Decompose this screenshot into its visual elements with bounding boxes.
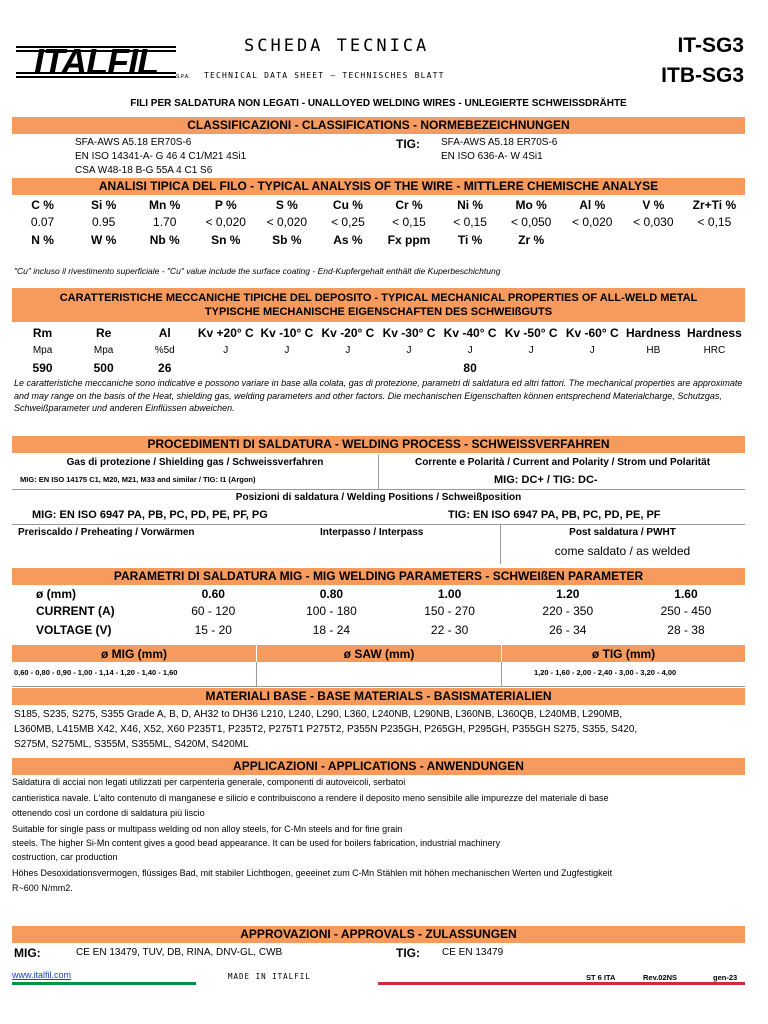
analysis-header: S % (275, 198, 298, 212)
saw-diam-band (257, 645, 501, 662)
mech-value (256, 361, 317, 375)
mech-value: 500 (93, 361, 114, 375)
tig-label: TIG: (396, 137, 420, 151)
interpass-label: Interpasso / Interpass (320, 527, 424, 538)
mech-header: Hardness (687, 326, 742, 340)
params-value: 100 - 180 (306, 604, 357, 618)
analysis-header: As % (333, 233, 363, 247)
mech-header: Al (158, 326, 171, 340)
analysis-value: < 0,020 (266, 215, 308, 229)
params-value: 0.60 (201, 587, 225, 601)
mech-unit: Mpa (93, 345, 114, 356)
params-row-current (12, 604, 745, 618)
website-link[interactable]: www.italfil.com (12, 970, 72, 980)
flag-stripe-green (12, 982, 196, 985)
mech-unit: J (528, 345, 534, 356)
page-title: SCHEDA TECNICA (244, 36, 430, 56)
base-line-1: S185, S235, S275, S355 Grade A, B, D, AH32 to DH36 L210, L240, L290, L360, L240NB, L290NB, L360NB, L360QB, L240MB, L290MB, (14, 709, 623, 720)
analysis-value: < 0,030 (633, 215, 674, 229)
apps-line-8: R~600 N/mm2. (12, 883, 73, 893)
classif-line-2: EN ISO 14341-A- G 46 4 C1/M21 4Si1 (75, 151, 247, 162)
params-label: VOLTAGE (V) (36, 623, 112, 637)
mech-value (195, 361, 256, 375)
analysis-header: V % (642, 198, 665, 212)
process-band: PROCEDIMENTI DI SALDATURA - WELDING PROCESS - SCHWEISSVERFAHREN (12, 436, 745, 453)
apps-line-7: Höhes Desoxidationsvermogen, flüssiges Bad, mit stabiler Lichtbogen, geeeinet zum C-Mn Stählen mit höhen mechanischen Werten und Zugfestigkeit (12, 868, 613, 878)
gas-label: Gas di protezione / Shielding gas / Schweissverfahren (66, 457, 324, 468)
analysis-header: C % (31, 198, 54, 212)
issue-date: gen-23 (713, 973, 738, 982)
approvals-mig-value: CE EN 13479, TUV, DB, RINA, DNV-GL, CWB (76, 947, 283, 958)
mechanical-title-1: CARATTERISTICHE MECCANICHE TIPICHE DEL DEPOSITO - TYPICAL MECHANICAL PROPERTIES OF ALL-WELD METAL (59, 292, 698, 304)
analysis-value: < 0,020 (205, 215, 246, 229)
mech-value (317, 361, 378, 375)
analysis-value: < 0,25 (331, 215, 365, 229)
logo-text: ITALFIL (33, 41, 159, 82)
mech-unit: %5d (154, 345, 175, 356)
mech-value (623, 361, 684, 375)
mech-header: Re (95, 326, 112, 340)
analysis-header (684, 233, 745, 247)
mech-unit: J (589, 345, 595, 356)
mig-diam-values: 0,60 - 0,80 - 0,90 - 1,00 - 1,14 - 1,20 - 1,40 - 1,60 (14, 668, 178, 677)
params-value: 150 - 270 (424, 604, 475, 618)
mig-positions: MIG: EN ISO 6947 PA, PB, PC, PD, PE, PF, PG (32, 509, 268, 521)
tig-positions: TIG: EN ISO 6947 PA, PB, PC, PD, PE, PF (448, 509, 661, 521)
approvals-tig-value: CE EN 13479 (442, 947, 504, 958)
apps-line-2: cantieristica navale. L'alto contenuto di manganese e silicio e contribuiscono a rendere il deposito meno sensibile alle impurezze del materiale di base (12, 793, 609, 803)
analysis-value: 0.07 (30, 215, 55, 229)
mech-header: Hardness (625, 326, 681, 340)
pwht-value: come saldato / as welded (554, 544, 691, 558)
analysis-header: Cr % (395, 198, 423, 212)
apps-line-6: costruction, car production (12, 852, 118, 862)
made-in: MADE IN ITALFIL (228, 972, 311, 981)
params-band: PARAMETRI DI SALDATURA MIG - MIG WELDING PARAMETERS - SCHWEIßEN PARAMETER (12, 568, 745, 585)
params-value: 1.20 (556, 587, 580, 601)
classif-line-1: SFA-AWS A5.18 ER70S-6 (75, 137, 192, 148)
mech-header: Kv +20° C (197, 326, 254, 340)
product-code-1: IT-SG3 (677, 34, 744, 57)
params-value: 1.00 (437, 587, 462, 601)
mech-unit: J (223, 345, 229, 356)
mech-unit: J (345, 345, 351, 356)
params-value: 220 - 350 (542, 604, 594, 618)
product-code-2: ITB-SG3 (661, 64, 744, 87)
mech-unit: J (284, 345, 290, 356)
mech-value (684, 361, 745, 375)
mech-unit: Mpa (32, 345, 53, 356)
mech-unit: J (406, 345, 412, 356)
analysis-header: Mo % (515, 198, 547, 212)
italfil-logo (16, 40, 190, 84)
classifications-band: CLASSIFICAZIONI - CLASSIFICATIONS - NORMEBEZEICHNUNGEN (12, 117, 745, 134)
analysis-header: Al % (579, 198, 606, 212)
mech-header: Kv -30° C (382, 326, 436, 340)
mech-value-row (12, 361, 745, 375)
params-label: CURRENT (A) (36, 604, 115, 618)
classif-tig-2: EN ISO 636-A- W 4Si1 (441, 151, 543, 162)
logo-suffix: S.P.A. (176, 74, 190, 80)
flag-stripe-red (378, 982, 745, 985)
mig-diam-title: ø MIG (mm) (101, 647, 167, 661)
mech-unit: HRC (703, 345, 726, 356)
mech-header: Kv -60° C (565, 326, 619, 340)
mechanical-band (12, 288, 745, 322)
gas-value: MIG: EN ISO 14175 C1, M20, M21, M33 and similar / TIG: I1 (Argon) (20, 475, 256, 484)
params-value: 15 - 20 (194, 623, 232, 637)
params-value: 250 - 450 (660, 604, 712, 618)
mech-header: Kv -50° C (504, 326, 558, 340)
apps-line-4: Suitable for single pass or multipass welding od non alloy steels, for C-Mn steels and for fine grain (12, 824, 403, 834)
current-label: Corrente e Polarità / Current and Polarity / Strom und Polarität (414, 457, 711, 468)
mech-unit: HB (646, 345, 661, 356)
mech-header: Kv -10° C (260, 326, 314, 340)
approvals-tig-label: TIG: (396, 946, 420, 960)
classif-tig-1: SFA-AWS A5.18 ER70S-6 (441, 137, 558, 148)
analysis-header: P % (214, 198, 237, 212)
analysis-header: Ti % (457, 233, 483, 247)
approvals-band: APPROVAZIONI - APPROVALS - ZULASSUNGEN (12, 926, 745, 943)
analysis-header: Fx ppm (387, 233, 431, 247)
params-row-diameter (12, 587, 745, 601)
tig-diam-values: 1,20 - 1,60 - 2,00 - 2,40 - 3,00 - 3,20 - 4,00 (534, 668, 677, 677)
analysis-value: 1.70 (153, 215, 177, 229)
apps-line-3: ottenendo così un cordone di saldatura più liscio (12, 808, 205, 818)
classif-line-3: CSA W48-18 B-G 55A 4 C1 S6 (75, 165, 213, 176)
mech-value: 80 (463, 361, 477, 375)
analysis-header: N % (31, 233, 54, 247)
mechanical-title-2: TYPISCHE MECHANISCHE EIGENSCHAFTEN DES SCHWEIßGUTS (204, 306, 553, 318)
params-value: 28 - 38 (667, 623, 705, 637)
analysis-header (623, 233, 684, 247)
params-value: 1.60 (674, 587, 698, 601)
approvals-mig-label: MIG: (14, 946, 41, 960)
params-value: 60 - 120 (191, 604, 236, 618)
analysis-value: < 0,15 (697, 215, 732, 229)
analysis-value: < 0,15 (392, 215, 426, 229)
analysis-header: Mn % (149, 198, 181, 212)
mech-value: 26 (158, 361, 172, 375)
current-value: MIG: DC+ / TIG: DC- (494, 474, 598, 486)
analysis-header: Nb % (149, 233, 180, 247)
mig-diam-band (12, 645, 256, 662)
mech-header-row (12, 326, 745, 340)
apps-line-5: steels. The higher Si-Mn content gives a good bead appearance. It can be used for boilers fabrication, industrial machinery (12, 838, 501, 848)
analysis-value: < 0,15 (453, 215, 487, 229)
params-value: 26 - 34 (549, 623, 587, 637)
analysis-band: ANALISI TIPICA DEL FILO - TYPICAL ANALYSIS OF THE WIRE - MITTLERE CHEMISCHE ANALYSE (12, 178, 745, 195)
analysis-header: Si % (90, 198, 117, 212)
analysis-header-row (12, 198, 745, 212)
analysis-value: < 0,050 (510, 215, 552, 229)
mech-header: Kv -20° C (321, 326, 375, 340)
wire-type: FILI PER SALDATURA NON LEGATI - UNALLOYED WELDING WIRES - UNLEGIERTE SCHWEISSDRÄHTE (130, 98, 627, 109)
analysis-header: Sn % (211, 233, 241, 247)
pwht-label: Post saldatura / PWHT (569, 527, 676, 538)
mechanical-note: Le caratteristiche meccaniche sono indicative e possono variare in base alla colata, gas di protezione, parametri di saldatura ed altri fattori. The mechanical properties are approximate and may range on the basis of the Heat, shielding gas, welding parameters and other factors. Die mechanischen Eigenschaften können entsprechend Materialcharge, Schutzgas, Schweißparameter und anderen Einflüssen abweichen. (14, 378, 743, 413)
revision: Rev.02NS (643, 973, 678, 982)
analysis-value: 0.95 (91, 215, 116, 229)
mech-unit: J (467, 345, 473, 356)
analysis-note: "Cu" incluso il rivestimento superficiale - "Cu" value include the surface coating - End-Kupfergehalt enthält die Kuperbeschichtung (14, 266, 501, 276)
page-subtitle: TECHNICAL DATA SHEET – TECHNISCHES BLATT (204, 71, 445, 80)
doc-code: ST 6 ITA (586, 973, 616, 982)
analysis-header (562, 233, 623, 247)
tig-diam-title: ø TIG (mm) (591, 647, 656, 661)
analysis-header: Zr+Ti % (692, 198, 737, 212)
analysis-value-row (12, 215, 745, 229)
params-row-voltage (12, 623, 745, 637)
params-value: 0.80 (319, 587, 344, 601)
base-band: MATERIALI BASE - BASE MATERIALS - BASISMATERIALIEN (12, 688, 745, 705)
saw-diam-title: ø SAW (mm) (343, 647, 415, 661)
params-label: ø (mm) (36, 587, 76, 601)
mech-value: 590 (32, 361, 53, 375)
mech-header: Rm (32, 326, 53, 340)
apps-line-1: Saldatura di acciai non legati utilizzati per carpenteria generale, componenti di autoveicoli, serbatoi (12, 777, 406, 787)
tig-diam-band (502, 645, 745, 662)
params-value: 22 - 30 (430, 623, 469, 637)
apps-band: APPLICAZIONI - APPLICATIONS - ANWENDUNGEN (12, 758, 745, 775)
mech-unit-row (12, 345, 745, 356)
analysis-header: Ni % (457, 198, 484, 212)
params-value: 18 - 24 (312, 623, 351, 637)
analysis-header: Cu % (332, 198, 363, 212)
mech-header: Kv -40° C (443, 326, 497, 340)
preheat-label: Preriscaldo / Preheating / Vorwärmen (18, 527, 195, 538)
analysis-header: Zr % (518, 233, 545, 247)
analysis-value: < 0,020 (572, 215, 613, 229)
mech-value (378, 361, 439, 375)
base-line-3: S275M, S275ML, S355M, S355ML, S420M, S420ML (14, 739, 249, 750)
positions-label: Posizioni di saldatura / Welding Positions / Schweißposition (235, 492, 522, 503)
analysis-header: W % (90, 233, 117, 247)
analysis-header: Sb % (272, 233, 302, 247)
mech-value (562, 361, 623, 375)
analysis-header-row-2 (12, 233, 745, 247)
mech-value (501, 361, 562, 375)
base-line-2: L360MB, L415MB X42, X46, X52, X60 P235T1, P235T2, P275T1 P275T2, P355N P235GH, P265GH, P295GH, P355GH S275, S355, S420, (14, 724, 638, 735)
